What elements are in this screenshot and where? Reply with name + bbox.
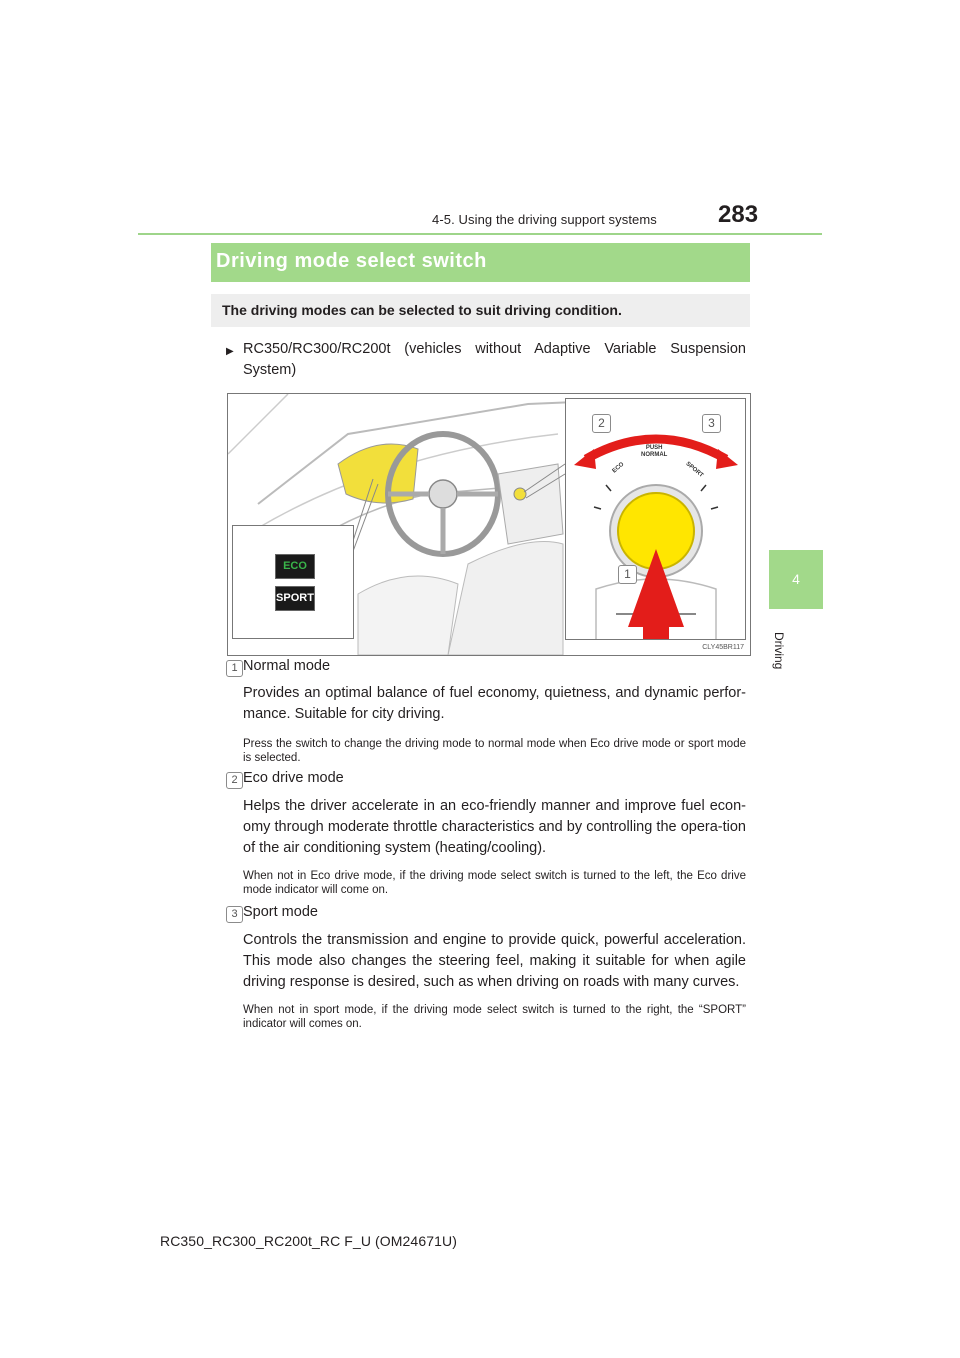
chapter-label: Driving: [772, 632, 786, 670]
dial-sport-label: SPORT: [684, 461, 705, 479]
callout-2: 2: [592, 414, 611, 433]
header-rule: [138, 233, 822, 235]
mode-number-1: 1: [226, 660, 243, 677]
indicator-panel: [232, 525, 354, 639]
page-number: 283: [718, 201, 759, 228]
mode-note-sport: When not in sport mode, if the driving mode select switch is turned to the right, the “SPORT” indicator will comes on.: [243, 1004, 746, 1030]
section-title-bar: [211, 243, 750, 282]
intro-text: The driving modes can be selected to suit driving condition.: [222, 302, 622, 318]
section-header: 4-5. Using the driving support systems: [432, 212, 657, 227]
chapter-tab[interactable]: 4: [769, 550, 823, 609]
mode-note-normal: Press the switch to change the driving mode to normal mode when Eco drive mode or sport mode is selected.: [243, 738, 746, 764]
mode-title-normal: Normal mode: [243, 658, 331, 674]
eco-indicator: ECO: [275, 554, 315, 579]
bullet-arrow-icon: ▶: [226, 346, 234, 357]
illustration: [227, 393, 751, 656]
mode-body-normal: Provides an optimal balance of fuel economy, quietness, and dynamic perfor-mance. Suitable for city driving.: [243, 685, 746, 722]
mode-number-3: 3: [226, 906, 243, 923]
mode-title-sport: Sport mode: [243, 904, 318, 920]
footer-model-code: RC350_RC300_RC200t_RC F_U (OM24671U): [160, 1233, 457, 1249]
mode-note-eco: When not in Eco drive mode, if the driving mode select switch is turned to the left, the Eco drive mode indicator will come on.: [243, 870, 746, 896]
dial-eco-label: ECO: [611, 461, 626, 475]
callout-3: 3: [702, 414, 721, 433]
mode-body-sport: Controls the transmission and engine to provide quick, powerful acceleration. This mode also changes the steering feel, making it suitable for when agile driving response is desired, such as when driving on roads with many curves.: [243, 932, 746, 990]
callout-1: 1: [618, 565, 637, 584]
sport-indicator: SPORT: [275, 586, 315, 611]
switch-detail: [565, 398, 746, 640]
intro-bar: [211, 294, 750, 327]
models-text: RC350/RC300/RC200t (vehicles without Adaptive Variable Suspension System): [243, 341, 746, 378]
mode-body-eco: Helps the driver accelerate in an eco-friendly manner and improve fuel econ-omy through moderate throttle characteristics and by controlling the opera-tion of the air conditioning system (heating/cooling).: [243, 798, 746, 856]
illustration-code: CLY45BR117: [702, 644, 744, 651]
mode-title-eco: Eco drive mode: [243, 770, 344, 786]
dial-labels: PUSH NORMAL: [641, 445, 668, 458]
section-title: Driving mode select switch: [216, 250, 487, 272]
mode-number-2: 2: [226, 772, 243, 789]
